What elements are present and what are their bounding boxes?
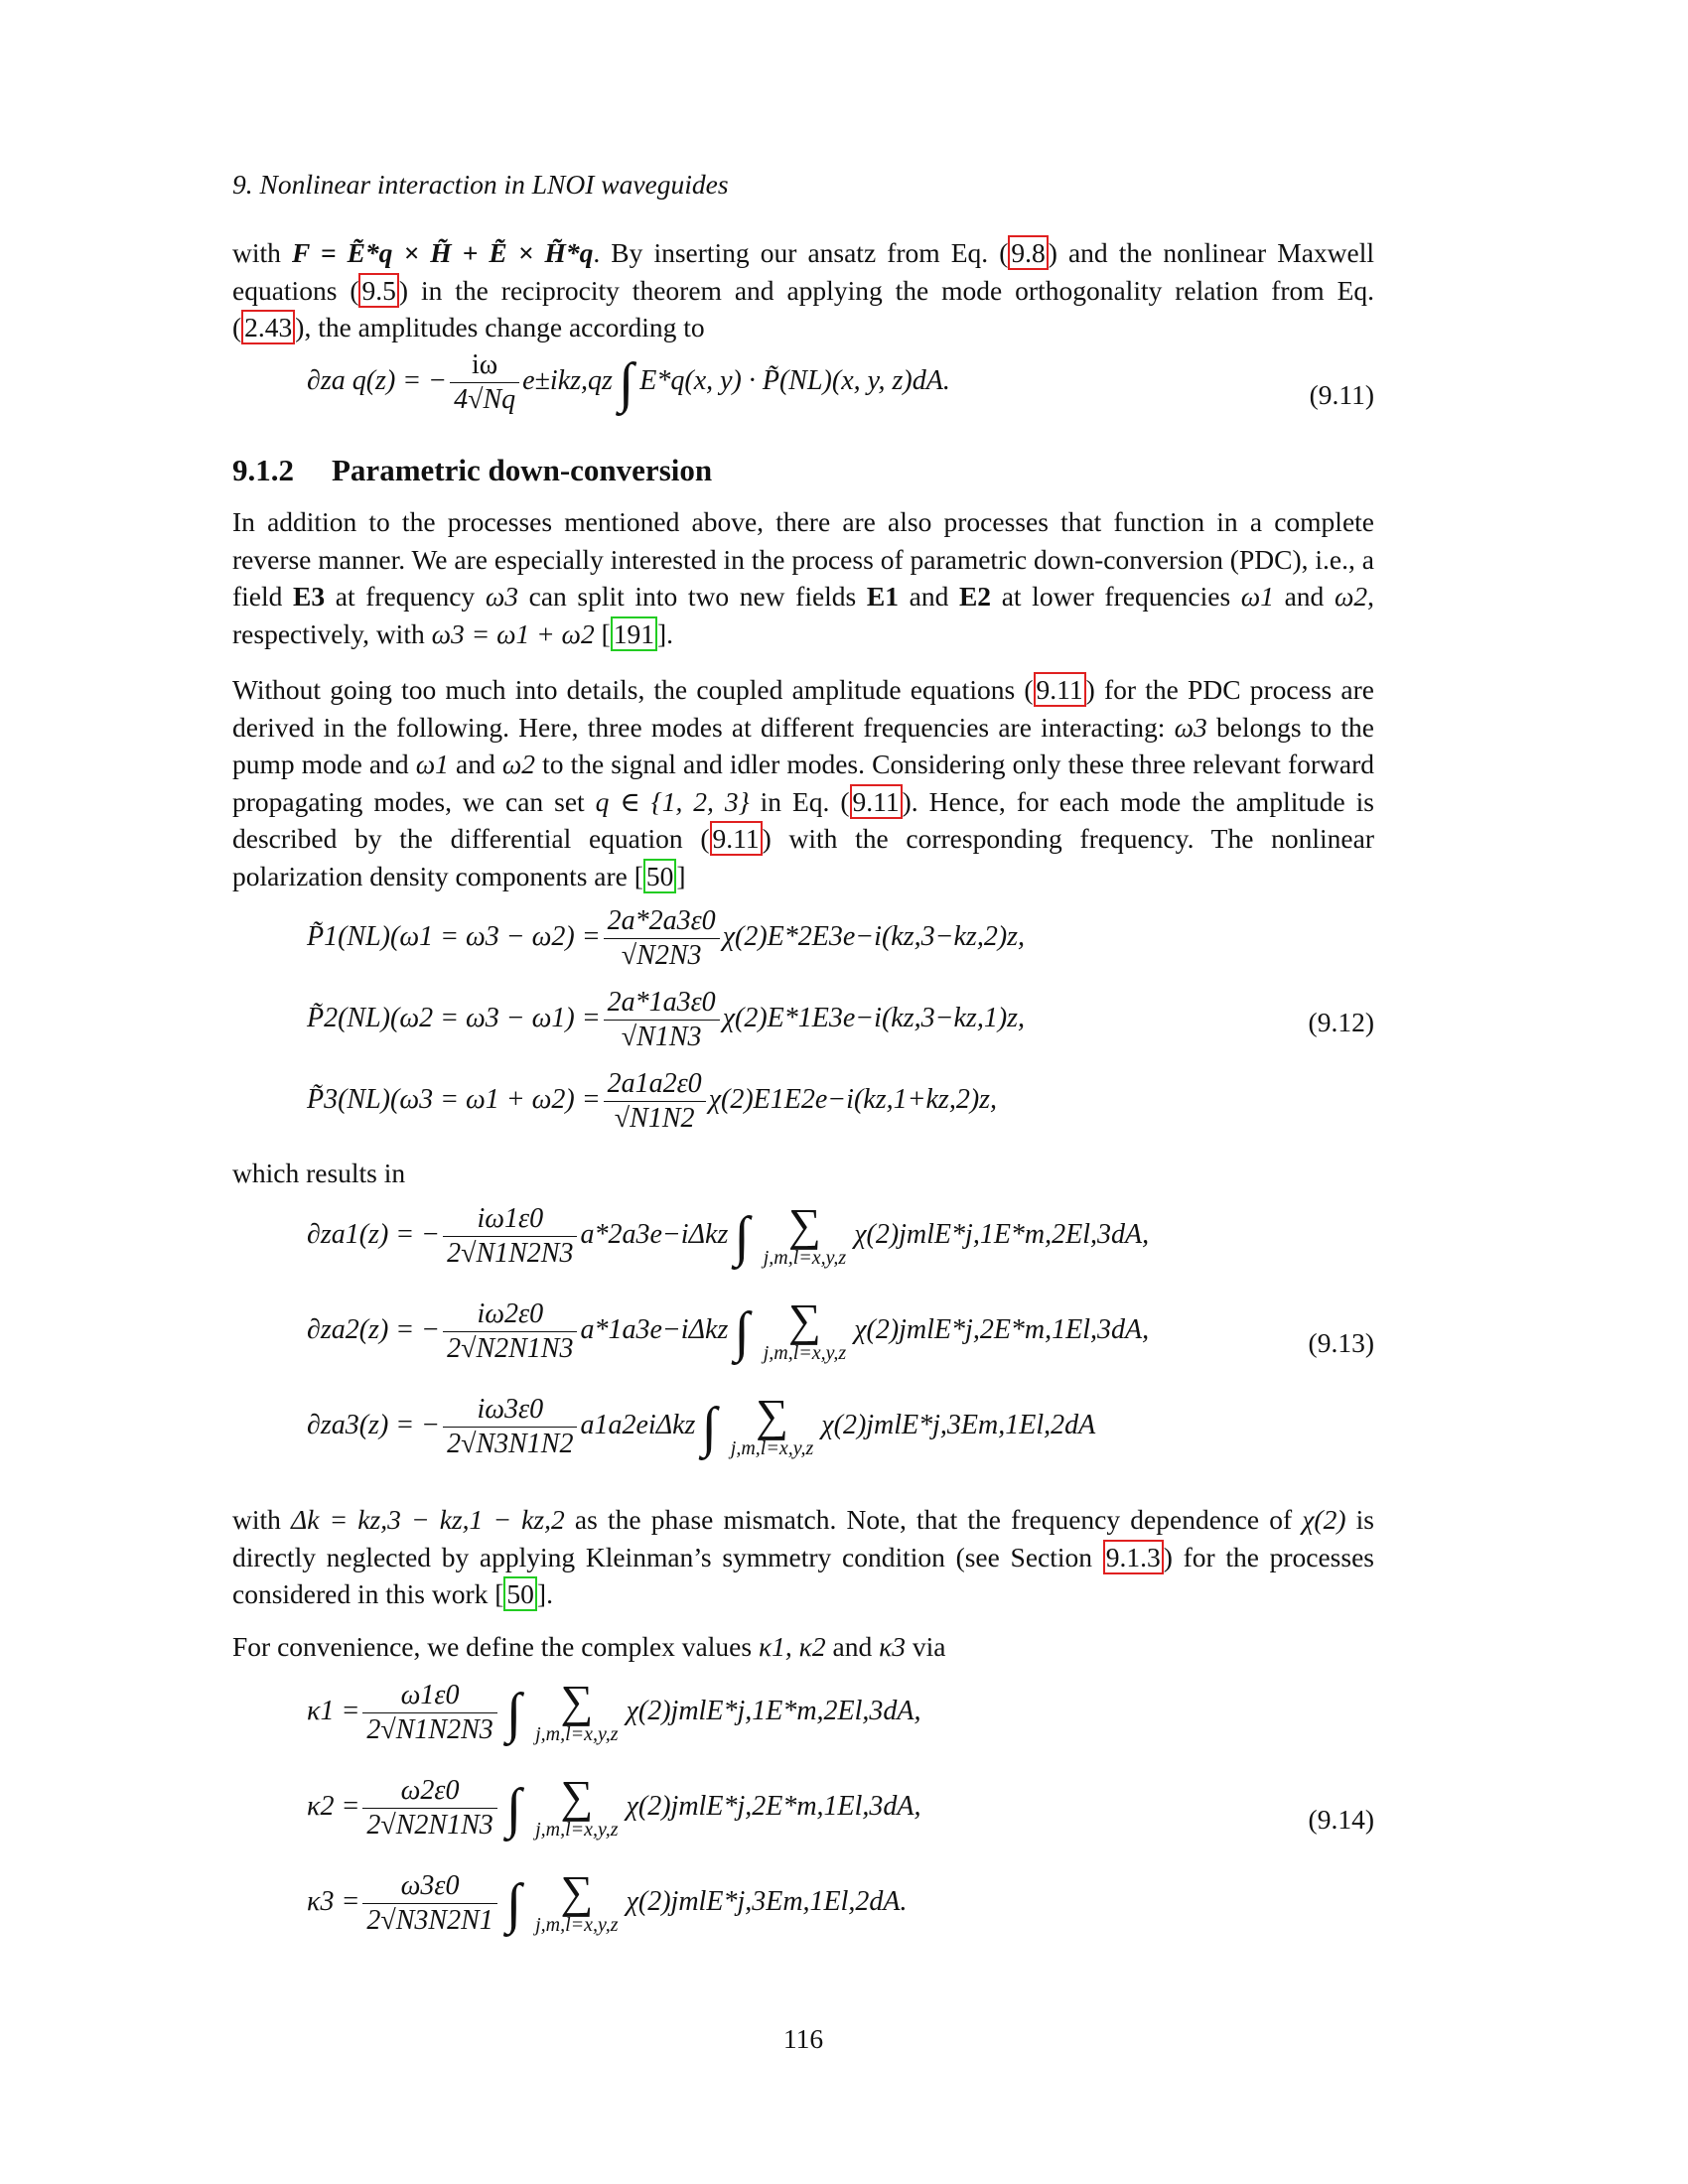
- paragraph-4: with Δk = kz,3 − kz,1 − kz,2 as the phase mismatch. Note, that the frequency dependence of χ(2) is directly neglected by applying Kleinman’s symmetry condition (see Section 9.1.3 ) for the processes considered in this work [ 50 ].: [232, 1504, 1374, 1609]
- formula-F: F = Ẽ*q × H̃ + Ẽ × H̃*q: [291, 237, 594, 268]
- paragraph-5: For convenience, we define the complex values κ1, κ2 and κ3 via: [232, 1631, 946, 1662]
- sum-sign: ∑ j,m,l=x,y,z: [535, 1676, 619, 1745]
- equation-9-11: ∂za q(z) = − $\frac{i\omega}{4√Nq}$ e±ikz,qz ∫ E*q(x, y) · P̃(NL)(x, y, z)dA. (9.11): [307, 349, 1374, 415]
- equation-label: (9.13): [1308, 1327, 1374, 1358]
- paragraph-1: with F = Ẽ*q × H̃ + Ẽ × H̃*q. By inserting our ansatz from Eq. ( 9.8 ) and the nonlinear Maxwell equations ( 9.5 ) in the reciprocity theorem and applying the mode orthogonality relation from Eq. ( 2.43 ), the amplitudes change according to: [232, 237, 1375, 342]
- sum-sign: ∑ j,m,l=x,y,z: [763, 1295, 847, 1364]
- sum-sign: ∑ j,m,l=x,y,z: [535, 1866, 619, 1936]
- integral-sign: ∫: [505, 1777, 522, 1840]
- integral-sign: ∫: [701, 1396, 717, 1458]
- equation-line: κ1 = $\frac{\omega 1\varepsilon 0}{2√N1N2N3}$ ∫ ∑ j,m,l=x,y,z χ(2)jmlE*j,1E*m,2El,3dA,: [307, 1676, 921, 1745]
- citation-50[interactable]: 50: [503, 1576, 537, 1611]
- citation-50[interactable]: 50: [643, 859, 677, 893]
- equation-label: (9.11): [1309, 379, 1374, 410]
- integral-sign: ∫: [618, 351, 634, 414]
- eq-ref-9-5[interactable]: 9.5: [358, 273, 398, 308]
- page-number: 116: [782, 2023, 824, 2054]
- citation-191[interactable]: 191: [611, 616, 657, 651]
- sum-sign: ∑ j,m,l=x,y,z: [730, 1390, 814, 1459]
- integral-sign: ∫: [505, 1682, 522, 1744]
- eq-ref-9-11[interactable]: 9.11: [1034, 672, 1086, 707]
- equation-line: ∂za1(z) = − $\frac{i\omega 1\varepsilon 0}{2√N1N2N3}$ a*2a3e−iΔkz ∫ ∑ j,m,l=x,y,z χ(2)jmlE*j,1E*m,2El,3dA,: [307, 1199, 1150, 1269]
- paragraph-connector: which results in: [232, 1158, 406, 1188]
- paragraph-3: Without going too much into details, the coupled amplitude equations ( 9.11 ) for the PDC process are derived in the following. Here, three modes at different frequencies are interacting: ω3 belongs to the pump mode and ω1 and ω2 to the signal and idler modes. Considering only these three relevant forward propagating modes, we can set q ∈ {1, 2, 3} in Eq. ( 9.11 ). Hence, for each mode the amplitude is described by the differential equation ( 9.11 ) with the corresponding frequency. The nonlinear polarization density components are [ 50 ]: [232, 674, 1374, 891]
- eq-ref-9-11[interactable]: 9.11: [710, 821, 763, 856]
- integral-sign: ∫: [734, 1300, 750, 1363]
- equation-9-12: [232, 905, 1374, 1154]
- running-head: 9. Nonlinear interaction in LNOI waveguides: [232, 169, 729, 200]
- eq-ref-2-43[interactable]: 2.43: [241, 310, 295, 344]
- eq-ref-9-8[interactable]: 9.8: [1008, 235, 1048, 270]
- equation-9-13: [232, 1199, 1374, 1491]
- equation-line: P̃3(NL)(ω3 = ω1 + ω2) = $\frac{2a1a2\varepsilon 0}{√N1N2}$ χ(2)E1E2e−i(kz,1+kz,2)z,: [307, 1068, 998, 1134]
- integral-sign: ∫: [505, 1872, 522, 1935]
- sum-sign: ∑ j,m,l=x,y,z: [535, 1771, 619, 1841]
- equation-line: P̃1(NL)(ω1 = ω3 − ω2) = $\frac{2a*2a3\varepsilon 0}{√N2N3}$ χ(2)E*2E3e−i(kz,3−kz,2)z,: [307, 905, 1026, 971]
- integral-sign: ∫: [734, 1205, 750, 1268]
- eq-ref-9-11[interactable]: 9.11: [850, 784, 903, 819]
- section-ref-9-1-3[interactable]: 9.1.3: [1103, 1540, 1164, 1574]
- equation-line: κ3 = $\frac{\omega 3\varepsilon 0}{2√N3N2N1}$ ∫ ∑ j,m,l=x,y,z χ(2)jmlE*j,3Em,1El,2dA.: [307, 1866, 908, 1936]
- sum-sign: ∑ j,m,l=x,y,z: [763, 1199, 847, 1269]
- equation-line: P̃2(NL)(ω2 = ω3 − ω1) = $\frac{2a*1a3\varepsilon 0}{√N1N3}$ χ(2)E*1E3e−i(kz,3−kz,1)z,: [307, 987, 1026, 1052]
- paragraph-2: In addition to the processes mentioned above, there are also processes that function in a complete reverse manner. We are especially interested in the process of parametric down-conversion (PDC), i.e., a field E3 at frequency ω3 can split into two new fields E1 and E2 at lower frequencies ω1 and ω2, respectively, with ω3 = ω1 + ω2 [ 191 ].: [232, 506, 1374, 649]
- equation-label: (9.12): [1308, 1007, 1374, 1037]
- equation-label: (9.14): [1308, 1804, 1374, 1835]
- equation-line: ∂za2(z) = − $\frac{i\omega 2\varepsilon 0}{2√N2N1N3}$ a*1a3e−iΔkz ∫ ∑ j,m,l=x,y,z χ(2)jmlE*j,2E*m,1El,3dA,: [307, 1295, 1150, 1364]
- section-heading: 9.1.2 Parametric down-conversion: [232, 453, 713, 487]
- equation-9-14: [232, 1676, 1374, 1968]
- equation-line: κ2 = $\frac{\omega 2\varepsilon 0}{2√N2N1N3}$ ∫ ∑ j,m,l=x,y,z χ(2)jmlE*j,2E*m,1El,3dA,: [307, 1771, 921, 1841]
- equation-line: ∂za3(z) = − $\frac{i\omega 3\varepsilon 0}{2√N3N1N2}$ a1a2eiΔkz ∫ ∑ j,m,l=x,y,z χ(2)jmlE*j,3Em,1El,2dA: [307, 1390, 1096, 1459]
